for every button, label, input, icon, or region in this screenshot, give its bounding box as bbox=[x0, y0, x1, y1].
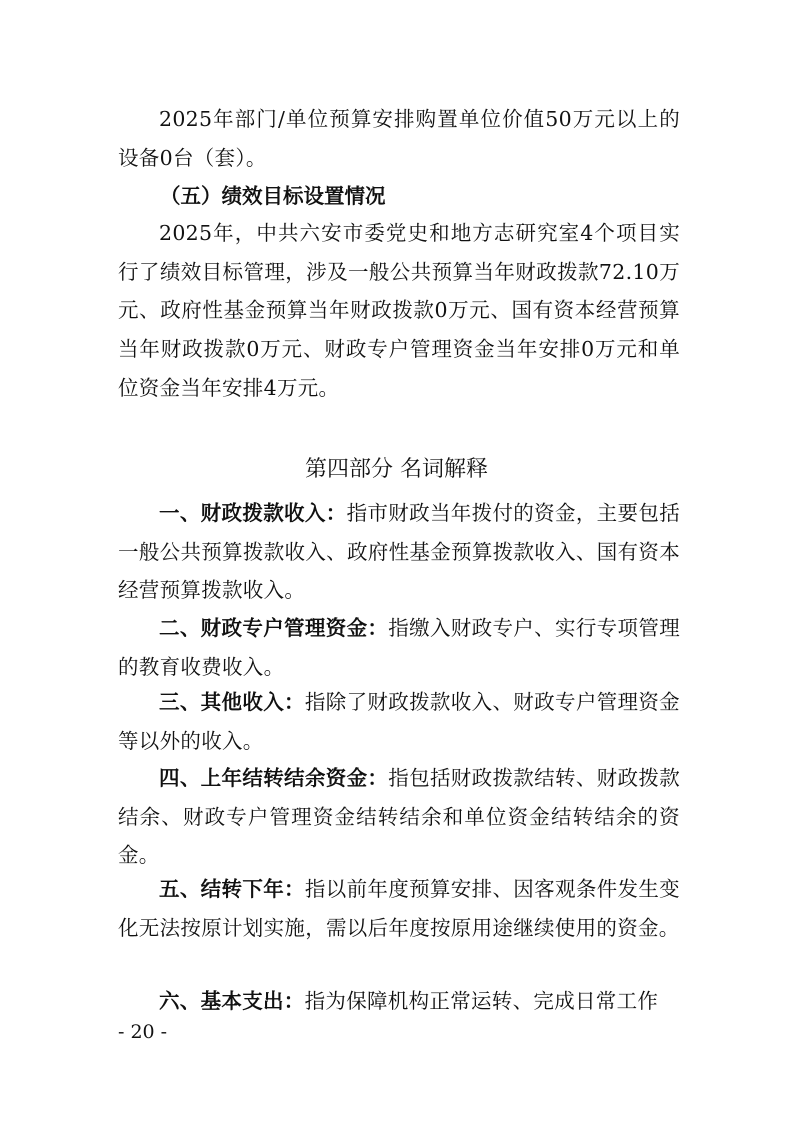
term-definition: 指为保障机构正常运转、完成日常工作 bbox=[304, 989, 659, 1013]
term-definition: 指包括财政拨款结转、财政拨款结余、财政专户管理资金结转结余和单位资金结转结余的资金。 bbox=[118, 766, 680, 868]
term-name: 一、财政拨款收入： bbox=[159, 501, 347, 525]
term-name: 三、其他收入： bbox=[159, 690, 305, 714]
term-definition: 指缴入财政专户、实行专项管理的教育收费收入。 bbox=[118, 616, 680, 679]
term-item-2 bbox=[118, 609, 680, 686]
term-name: 二、财政专户管理资金： bbox=[159, 616, 389, 640]
term-item-6 bbox=[118, 982, 680, 1021]
term-name: 四、上年结转结余资金： bbox=[159, 766, 389, 790]
term-item-4 bbox=[118, 759, 680, 875]
term-definition: 指除了财政拨款收入、财政专户管理资金等以外的收入。 bbox=[118, 690, 680, 753]
term-name: 六、基本支出： bbox=[159, 989, 305, 1013]
part-4-title: 第四部分 名词解释 bbox=[305, 457, 488, 482]
term-item-3 bbox=[118, 683, 680, 760]
term-name: 五、结转下年： bbox=[159, 877, 305, 901]
paragraph-performance: 2025年，中共六安市委党史和地方志研究室4个项目实行了绩效目标管理，涉及一般公共预算当年财政拨款72.10万元、政府性基金预算当年财政拨款0万元、国有资本经营预算当年财政拨款0万元、财政专户管理资金当年安排0万元和单位资金当年安排4万元。 bbox=[118, 221, 680, 400]
paragraph-equipment: 2025年部门/单位预算安排购置单位价值50万元以上的设备0台（套）。 bbox=[118, 107, 680, 170]
term-item-5 bbox=[118, 870, 680, 947]
term-item-1 bbox=[118, 494, 680, 610]
page-number: - 20 - bbox=[118, 1021, 168, 1043]
term-definition: 指以前年度预算安排、因客观条件发生变化无法按原计划实施，需以后年度按原用途继续使用的资金。 bbox=[118, 877, 680, 940]
term-definition: 指市财政当年拨付的资金，主要包括一般公共预算拨款收入、政府性基金预算拨款收入、国有资本经营预算拨款收入。 bbox=[118, 501, 680, 603]
section-5-title: （五）绩效目标设置情况 bbox=[160, 184, 386, 208]
